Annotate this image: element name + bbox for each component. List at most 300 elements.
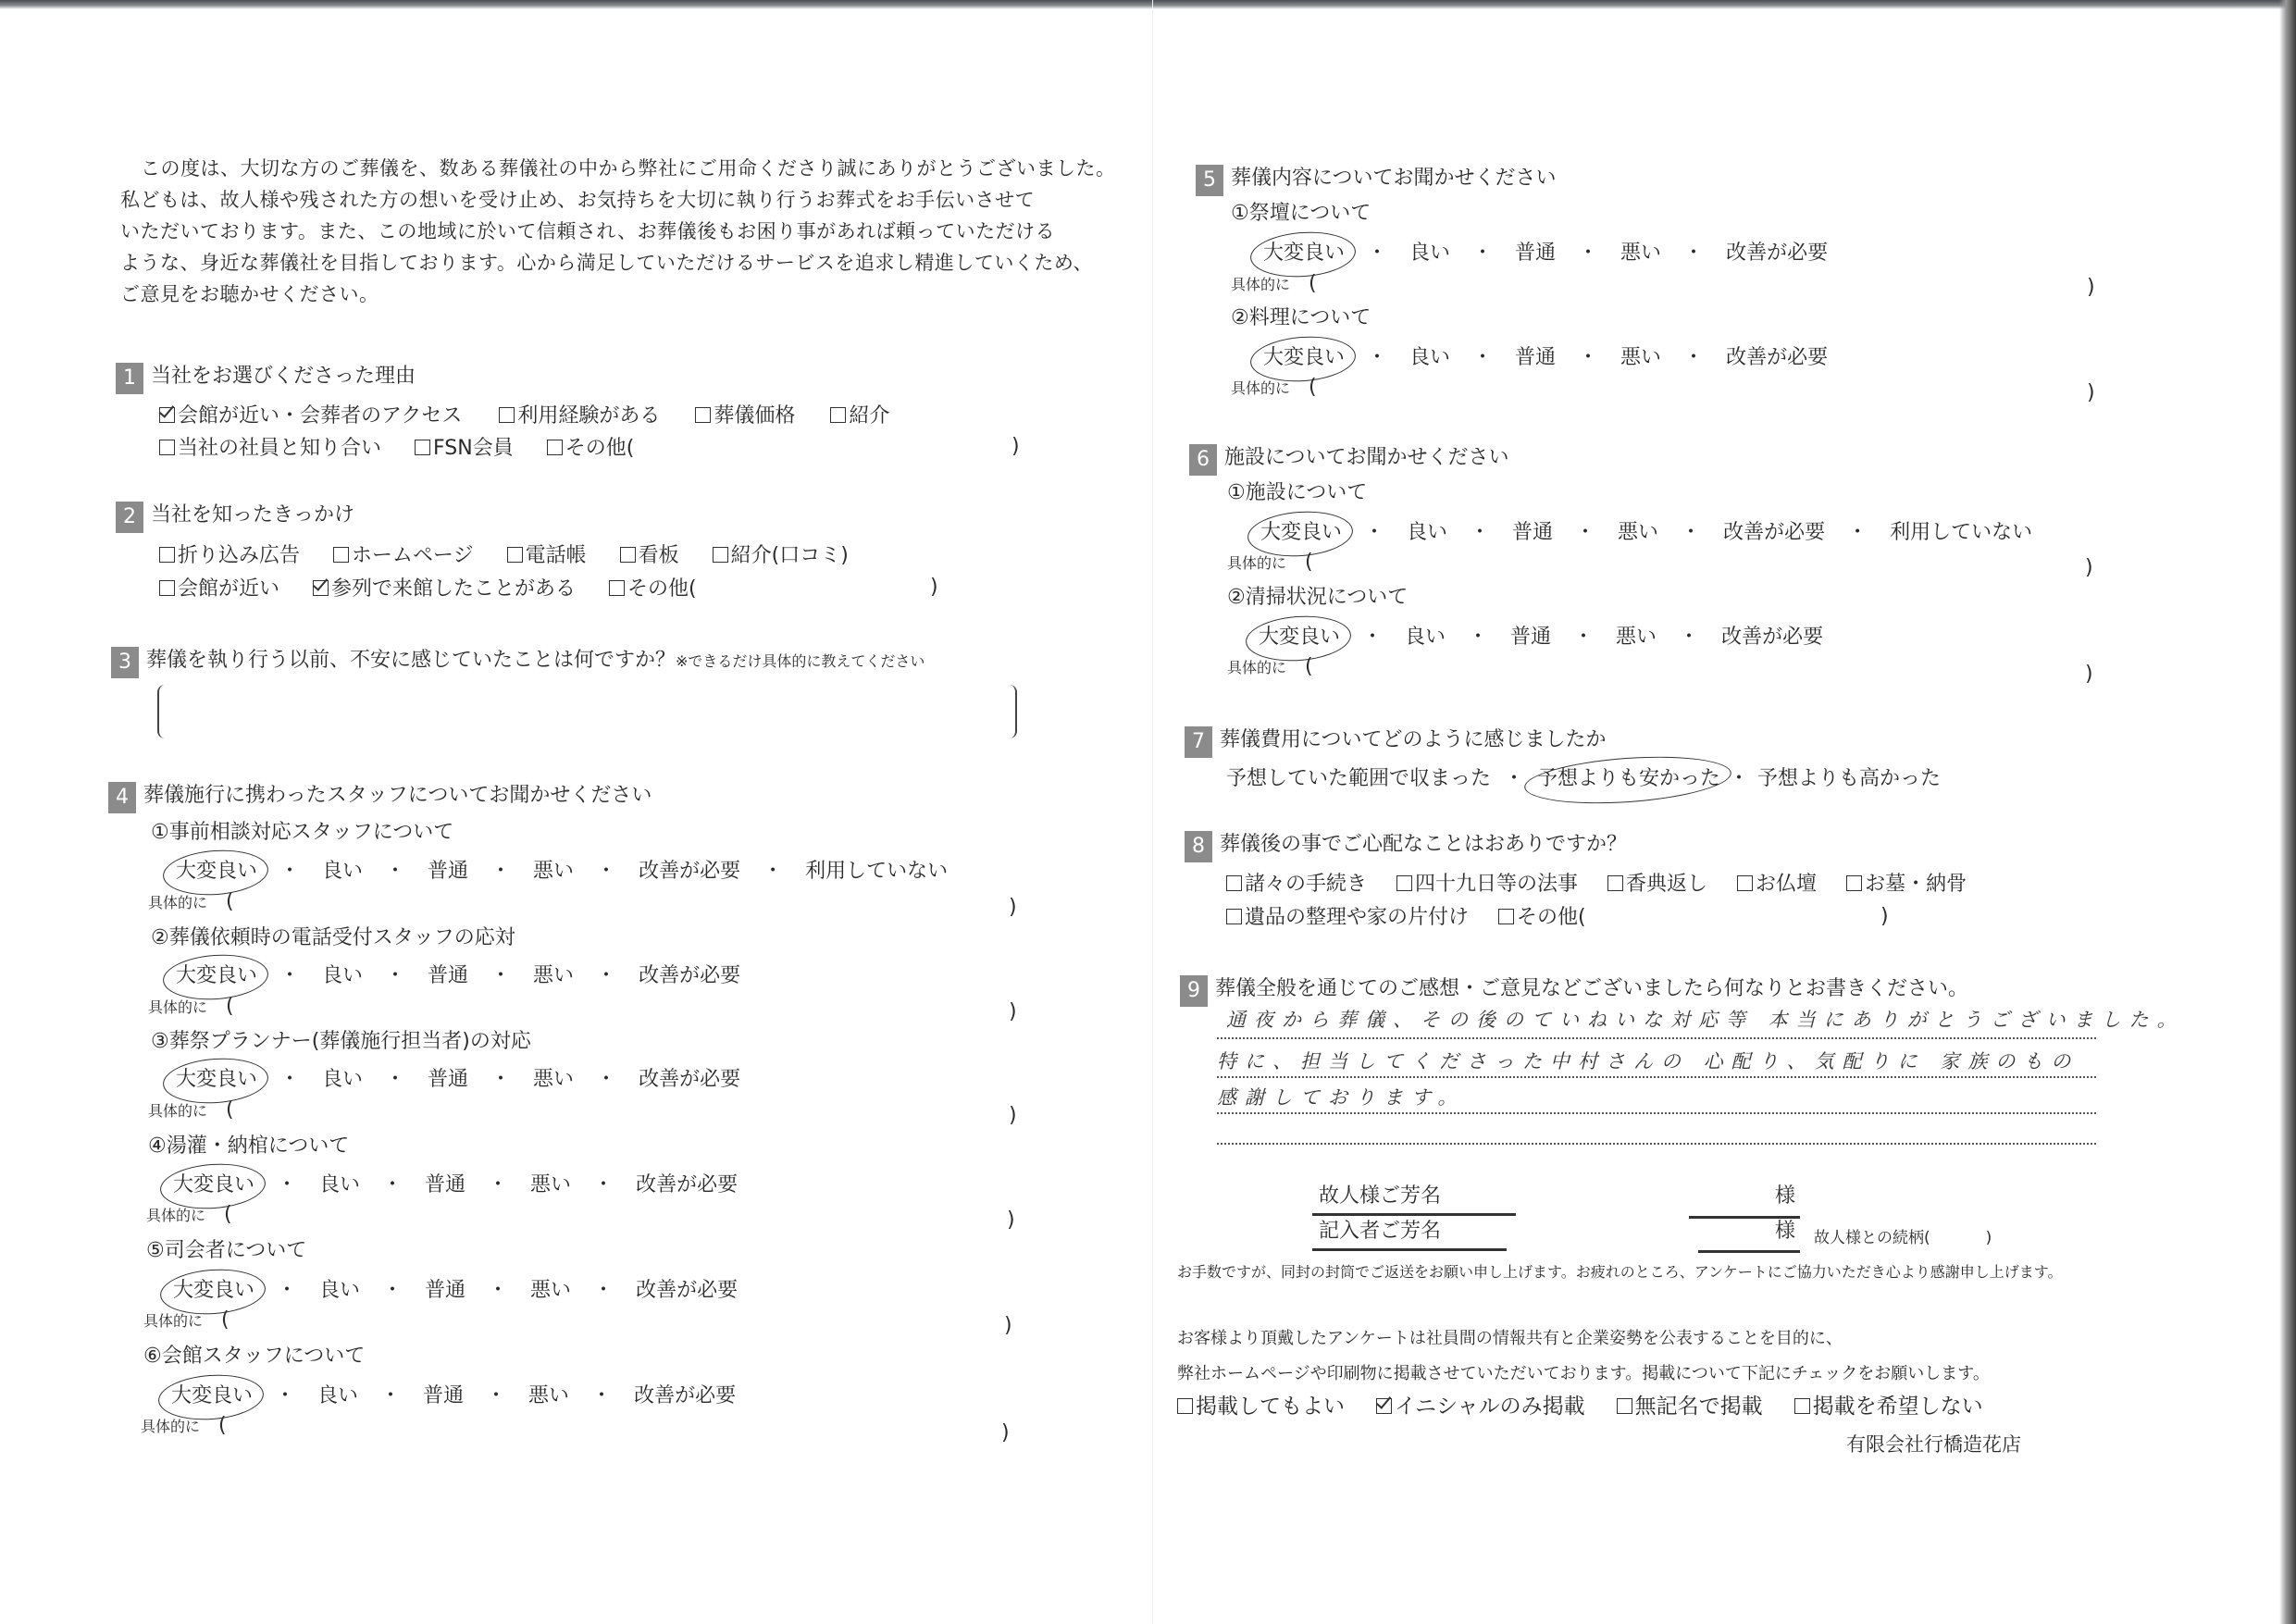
separator: ・	[279, 860, 301, 883]
option-label: 紹介	[849, 404, 890, 428]
rating-needs-improvement[interactable]: 改善が必要	[636, 1279, 738, 1302]
q4-item-label: ⑥会館スタッフについて	[143, 1345, 366, 1368]
checkbox-checked-icon[interactable]	[159, 407, 175, 423]
separator: ・	[277, 1279, 298, 1302]
q1-options-row1	[159, 401, 889, 432]
checkbox-icon[interactable]	[1846, 875, 1862, 891]
separator: ・	[486, 1384, 507, 1407]
q6-title: 施設についてお聞かせください	[1224, 446, 1509, 469]
q4-item-detail[interactable]	[148, 890, 234, 913]
rating-bad[interactable]: 悪い	[530, 1173, 572, 1196]
detail-label: 具体的に	[148, 1102, 208, 1120]
checkbox-icon[interactable]	[1498, 909, 1514, 924]
q2-options-row1	[159, 540, 849, 572]
q4-title: 葬儀施行に携わったスタッフについてお聞かせください	[143, 784, 652, 807]
detail-label: 具体的に	[1231, 276, 1291, 293]
q1-option-fsn[interactable]	[415, 433, 514, 465]
publish-ok-option[interactable]	[1177, 1391, 1345, 1422]
checkbox-icon[interactable]	[415, 440, 430, 455]
publish-initials-option[interactable]	[1376, 1391, 1585, 1422]
rating-good[interactable]: 良い	[1407, 521, 1448, 544]
separator: ・	[490, 1068, 512, 1091]
rating-very-good-selected[interactable]: 大変良い	[1259, 622, 1340, 653]
separator: ・	[279, 964, 301, 987]
rating-bad[interactable]: 悪い	[528, 1384, 570, 1407]
detail-label: 具体的に	[1231, 379, 1291, 397]
q4-item-detail[interactable]	[143, 1308, 230, 1332]
detail-open-paren: (	[1309, 376, 1317, 399]
separator: ・	[490, 964, 512, 987]
detail-label: 具体的に	[1227, 659, 1287, 676]
rating-average[interactable]: 普通	[428, 860, 469, 883]
checkbox-checked-icon[interactable]	[1376, 1398, 1392, 1414]
q8-other-close: )	[1880, 905, 1889, 928]
q5-item-detail[interactable]	[1231, 376, 1317, 399]
intro-line: この度は、大切な方のご葬儀を、数ある葬儀社の中から弊社にご用命くださり誠にありがとうございました。	[141, 157, 1116, 180]
rating-needs-improvement[interactable]: 改善が必要	[1721, 626, 1824, 649]
separator: ・	[277, 1173, 298, 1196]
option-label: 無記名で掲載	[1634, 1395, 1763, 1419]
rating-very-good-selected[interactable]: 大変良い	[1260, 517, 1342, 549]
separator: ・	[591, 1384, 613, 1407]
separator: ・	[385, 860, 406, 883]
option-label: その他(	[565, 437, 635, 460]
q6-header	[1189, 442, 1509, 476]
q7-number-badge: 7	[1185, 726, 1212, 758]
rating-needs-improvement[interactable]: 改善が必要	[1726, 346, 1829, 369]
rating-bad[interactable]: 悪い	[1616, 626, 1657, 649]
intro-line: ような、身近な葬儀社を目指しております。心から満足していただけるサービスを追求し精進していくため、	[120, 252, 1093, 274]
separator: ・	[1468, 626, 1489, 649]
q2-options-row2	[159, 574, 697, 605]
detail-open-paren: (	[1305, 655, 1313, 678]
writer-honorific: 様	[1775, 1220, 1796, 1243]
q6-item-rating	[1260, 517, 2032, 549]
q1-header	[116, 361, 416, 394]
rating-very-good-selected[interactable]: 大変良い	[1263, 342, 1345, 374]
q2-option-other[interactable]	[609, 574, 697, 605]
q7-options	[1226, 763, 1941, 795]
q1-option-access[interactable]	[159, 401, 462, 432]
q8-option-belongings[interactable]	[1226, 902, 1469, 934]
q2-option-nearby-hall[interactable]	[159, 574, 279, 605]
q7-title: 葬儀費用についてどのように感じましたか	[1220, 728, 1607, 751]
q5-item-rating	[1263, 342, 1828, 374]
checkbox-icon[interactable]	[159, 440, 175, 455]
q2-option-homepage[interactable]	[333, 540, 474, 572]
q8-option-grave[interactable]	[1846, 869, 1967, 900]
scan-edge-top	[0, 0, 2296, 9]
checkbox-checked-icon[interactable]	[313, 580, 329, 596]
detail-open-paren: (	[226, 890, 234, 913]
q4-item-label: ④湯灌・納棺について	[148, 1134, 350, 1158]
q6-item-detail[interactable]	[1227, 655, 1313, 678]
rating-bad[interactable]: 悪い	[530, 1279, 572, 1302]
checkbox-icon[interactable]	[1737, 875, 1753, 891]
q8-title: 葬儀後の事でご心配なことはおありですか？	[1220, 833, 1628, 856]
q4-item-label: ③葬祭プランナー(葬儀施行担当者)の対応	[151, 1030, 531, 1053]
q4-item-detail[interactable]	[148, 1098, 234, 1122]
q2-option-word-of-mouth[interactable]	[713, 540, 849, 572]
cost-option-cheaper-selected[interactable]: 予想よりも安かった	[1537, 763, 1720, 795]
q2-option-phonebook[interactable]	[507, 540, 587, 572]
answer-dotted-line	[1217, 1112, 2096, 1114]
answer-dotted-line	[1217, 1076, 2096, 1078]
separator: ・	[385, 1068, 406, 1091]
q8-option-procedures[interactable]	[1226, 869, 1367, 900]
q9-title: 葬儀全般を通じてのご感想・ご意見などございましたら何なりとお書きください。	[1215, 977, 1969, 1000]
q8-options-row1	[1226, 869, 1967, 900]
publication-note-line2: 弊社ホームページや印刷物に掲載させていただいております。掲載について下記にチェックをお願いします。	[1177, 1364, 1990, 1383]
q4-item-label: ①事前相談対応スタッフについて	[151, 821, 454, 844]
option-label: 遺品の整理や家の片付け	[1245, 906, 1470, 929]
cost-option-more-expensive[interactable]: 予想よりも高かった	[1757, 767, 1942, 790]
option-label: ホームページ	[352, 544, 474, 567]
q4-item-rating	[171, 1381, 736, 1412]
rating-bad[interactable]: 悪い	[1620, 242, 1662, 265]
option-label: その他(	[1517, 906, 1586, 929]
detail-open-paren: (	[224, 1203, 232, 1226]
relation-label: 故人様との続柄(	[1814, 1229, 1930, 1247]
publish-decline-option[interactable]	[1794, 1391, 1983, 1422]
q1-number-badge: 1	[116, 363, 143, 394]
separator: ・	[593, 1173, 614, 1196]
checkbox-icon[interactable]	[830, 407, 846, 423]
rating-bad[interactable]: 悪い	[533, 964, 575, 987]
deceased-name-label: 故人様ご芳名	[1319, 1184, 1442, 1208]
option-label: 四十九日等の法事	[1415, 873, 1579, 896]
option-label: 葬儀価格	[714, 404, 796, 428]
q6-item-detail[interactable]	[1227, 551, 1313, 574]
separator: ・	[382, 1279, 403, 1302]
detail-open-paren: (	[221, 1308, 230, 1332]
detail-open-paren: (	[1305, 551, 1313, 574]
detail-close-paren: )	[1009, 1000, 1017, 1023]
rating-not-used[interactable]: 利用していない	[805, 860, 949, 883]
separator: ・	[1729, 767, 1750, 790]
detail-close-paren: )	[2087, 276, 2095, 299]
separator: ・	[1367, 242, 1388, 265]
q8-header	[1185, 829, 1627, 862]
detail-label: 具体的に	[1227, 554, 1287, 572]
detail-close-paren: )	[1004, 1314, 1012, 1337]
q1-option-referral[interactable]	[830, 401, 889, 432]
checkbox-icon[interactable]	[507, 547, 523, 563]
detail-open-paren: (	[226, 1098, 234, 1122]
rating-very-good-selected[interactable]: 大変良い	[176, 961, 257, 992]
q2-option-flyer[interactable]	[159, 540, 300, 572]
rating-needs-improvement[interactable]: 改善が必要	[634, 1384, 737, 1407]
separator: ・	[279, 1068, 301, 1091]
q8-option-return-gifts[interactable]	[1607, 869, 1707, 900]
q6-item-label: ①施設について	[1227, 481, 1368, 504]
answer-dotted-line	[1217, 1037, 2096, 1039]
separator: ・	[596, 964, 617, 987]
rating-very-good-selected[interactable]: 大変良い	[176, 856, 257, 887]
rating-good[interactable]: 良い	[319, 1173, 361, 1196]
option-label: イニシャルのみ掲載	[1395, 1395, 1585, 1419]
checkbox-icon[interactable]	[547, 440, 563, 455]
detail-close-paren: )	[1009, 1104, 1017, 1127]
option-label: 掲載してもよい	[1196, 1395, 1345, 1419]
rating-good[interactable]: 良い	[317, 1384, 359, 1407]
publish-anonymous-option[interactable]	[1617, 1391, 1763, 1422]
checkbox-icon[interactable]	[620, 547, 636, 563]
rating-needs-improvement[interactable]: 改善が必要	[639, 1068, 741, 1091]
separator: ・	[1367, 346, 1388, 369]
q4-header	[108, 780, 652, 813]
q9-handwritten-line: 通夜から葬儀、その後のていねいな対応等 本当にありがとうございました。	[1226, 1009, 2185, 1031]
writer-name-line[interactable]	[1312, 1248, 1507, 1251]
separator: ・	[382, 1173, 403, 1196]
rating-needs-improvement[interactable]: 改善が必要	[636, 1173, 738, 1196]
q6-number-badge: 6	[1189, 444, 1217, 476]
rating-not-used[interactable]: 利用していない	[1890, 521, 2033, 544]
q4-item-rating	[176, 961, 740, 992]
rating-bad[interactable]: 悪い	[1618, 521, 1659, 544]
q3-header	[111, 645, 925, 678]
option-label: 当社の社員と知り合い	[178, 437, 382, 460]
rating-good[interactable]: 良い	[1405, 626, 1446, 649]
separator: ・	[1578, 346, 1599, 369]
rating-very-good-selected[interactable]: 大変良い	[176, 1064, 257, 1096]
separator: ・	[1681, 521, 1702, 544]
publication-note-line1: お客様より頂戴したアンケートは社員間の情報共有と企業姿勢を公表することを目的に、	[1177, 1329, 1843, 1348]
detail-close-paren: )	[1009, 896, 1017, 919]
rating-bad[interactable]: 悪い	[1620, 346, 1662, 369]
separator: ・	[380, 1384, 402, 1407]
rating-average[interactable]: 普通	[1515, 346, 1557, 369]
checkbox-icon[interactable]	[159, 580, 175, 596]
intro-line: ご意見をお聴かせください。	[120, 283, 379, 305]
separator: ・	[275, 1384, 296, 1407]
separator: ・	[596, 1068, 617, 1091]
rating-needs-improvement[interactable]: 改善が必要	[639, 860, 741, 883]
rating-average[interactable]: 普通	[1512, 521, 1554, 544]
q2-number-badge: 2	[116, 502, 143, 533]
option-label: 利用経験がある	[517, 404, 661, 428]
q2-option-signboard[interactable]	[620, 540, 679, 572]
q9-header	[1180, 973, 1968, 1007]
detail-close-paren: )	[1001, 1421, 1010, 1444]
q8-option-other[interactable]	[1498, 902, 1586, 934]
separator: ・	[1578, 242, 1599, 265]
q9-handwritten-line: 特に、担当してくださった中村さんの 心配り、気配りに 家族のもの	[1217, 1050, 2079, 1072]
relation-field[interactable]	[1814, 1224, 1992, 1247]
q4-item-rating	[176, 856, 948, 887]
intro-line: いただいております。また、この地域に於いて信頼され、お葬儀後もお困り事があれば頼っていただける	[120, 220, 1056, 242]
option-label: 会館が近い	[178, 577, 280, 601]
q7-header	[1185, 725, 1607, 758]
detail-label: 具体的に	[148, 998, 208, 1016]
return-note: お手数ですが、同封の封筒でご返送をお願い申し上げます。お疲れのところ、アンケートにご協力いただき心より感謝申し上げます。	[1177, 1263, 2063, 1281]
option-label: 諸々の手続き	[1245, 873, 1368, 896]
rating-bad[interactable]: 悪い	[533, 1068, 575, 1091]
rating-very-good-selected[interactable]: 大変良い	[171, 1381, 253, 1412]
separator: ・	[1575, 521, 1596, 544]
checkbox-icon[interactable]	[1607, 875, 1623, 891]
detail-label: 具体的に	[141, 1418, 201, 1435]
checkbox-icon[interactable]	[1617, 1398, 1632, 1414]
rating-average[interactable]: 普通	[428, 964, 469, 987]
company-name: 有限会社行橋造花店	[1846, 1433, 2021, 1456]
option-label: 看板	[638, 544, 679, 567]
q2-other-close: )	[930, 576, 938, 599]
rating-very-good-selected[interactable]: 大変良い	[173, 1275, 254, 1307]
rating-good[interactable]: 良い	[322, 860, 364, 883]
rating-good[interactable]: 良い	[322, 964, 364, 987]
separator: ・	[490, 860, 512, 883]
rating-average[interactable]: 普通	[1515, 242, 1557, 265]
option-label: FSN会員	[433, 437, 514, 460]
option-label: 会館が近い・会葬者のアクセス	[178, 404, 463, 428]
separator: ・	[596, 860, 617, 883]
q8-number-badge: 8	[1185, 831, 1212, 862]
option-label: 電話帳	[525, 544, 587, 567]
q6-item-label: ②清掃状況について	[1227, 586, 1409, 609]
rating-needs-improvement[interactable]: 改善が必要	[639, 964, 741, 987]
cost-option-as-expected[interactable]: 予想していた範囲で収まった	[1226, 767, 1492, 790]
checkbox-icon[interactable]	[1177, 1398, 1193, 1414]
checkbox-icon[interactable]	[1396, 875, 1412, 891]
writer-name-field[interactable]	[1698, 1250, 1800, 1253]
detail-label: 具体的に	[146, 1207, 206, 1224]
checkbox-icon[interactable]	[1794, 1398, 1810, 1414]
q5-item-rating	[1263, 238, 1828, 269]
q2-header	[116, 500, 354, 533]
checkbox-icon[interactable]	[159, 547, 175, 563]
q4-item-detail[interactable]	[146, 1203, 232, 1226]
q5-item-label: ①祭壇について	[1231, 202, 1371, 225]
detail-open-paren: (	[218, 1414, 227, 1437]
rating-good[interactable]: 良い	[1409, 242, 1451, 265]
separator: ・	[1470, 521, 1491, 544]
separator: ・	[385, 964, 406, 987]
checkbox-icon[interactable]	[499, 407, 515, 423]
rating-average[interactable]: 普通	[428, 1068, 469, 1091]
q2-option-attended[interactable]	[313, 574, 576, 605]
q8-option-memorial[interactable]	[1396, 869, 1578, 900]
q4-item-label: ⑤司会者について	[146, 1239, 307, 1262]
option-label: お墓・納骨	[1865, 873, 1967, 896]
q1-option-price[interactable]	[695, 401, 795, 432]
q2-title: 当社を知ったきっかけ	[151, 503, 355, 527]
separator: ・	[593, 1279, 614, 1302]
rating-average[interactable]: 普通	[1510, 626, 1552, 649]
q3-title: 葬儀を執り行う以前、不安に感じていたことは何ですか？	[146, 649, 676, 672]
q4-item-label: ②葬儀依頼時の電話受付スタッフの応対	[151, 926, 515, 949]
option-label: 紹介(口コミ)	[730, 544, 849, 567]
scan-edge-right	[2279, 0, 2296, 1624]
q4-item-rating	[176, 1064, 740, 1096]
q1-option-acquaintance[interactable]	[159, 433, 381, 465]
separator: ・	[1679, 626, 1700, 649]
q6-item-rating	[1259, 622, 1823, 653]
rating-very-good-selected[interactable]: 大変良い	[173, 1170, 254, 1201]
q8-option-altar[interactable]	[1737, 869, 1817, 900]
separator: ・	[1364, 521, 1385, 544]
rating-very-good-selected[interactable]: 大変良い	[1263, 238, 1345, 269]
separator: ・	[1362, 626, 1384, 649]
option-label: 掲載を希望しない	[1812, 1395, 1983, 1419]
q5-item-label: ②料理について	[1231, 306, 1371, 329]
publication-options	[1177, 1391, 1983, 1422]
rating-needs-improvement[interactable]: 改善が必要	[1723, 521, 1826, 544]
option-label: 参列で来館したことがある	[331, 577, 577, 601]
q4-item-rating	[173, 1170, 738, 1201]
page-fold	[1152, 0, 1153, 1624]
option-label: その他(	[627, 577, 697, 601]
separator: ・	[1573, 626, 1595, 649]
q5-item-detail[interactable]	[1231, 272, 1317, 295]
rating-average[interactable]: 普通	[423, 1384, 465, 1407]
detail-label: 具体的に	[143, 1312, 204, 1330]
q1-other-close: )	[1011, 435, 1020, 458]
detail-open-paren: (	[1309, 272, 1317, 295]
q4-number-badge: 4	[108, 782, 136, 813]
q1-title: 当社をお選びくださった理由	[151, 365, 416, 388]
q1-option-experience[interactable]	[499, 401, 660, 432]
rating-good[interactable]: 良い	[319, 1279, 361, 1302]
checkbox-icon[interactable]	[713, 547, 728, 563]
checkbox-icon[interactable]	[609, 580, 625, 596]
q5-title: 葬儀内容についてお聞かせください	[1231, 167, 1557, 190]
separator: ・	[1472, 242, 1494, 265]
separator: ・	[1847, 521, 1868, 544]
answer-dotted-line	[1217, 1143, 2096, 1145]
detail-label: 具体的に	[148, 894, 208, 911]
detail-open-paren: (	[226, 995, 234, 1018]
separator: ・	[1472, 346, 1494, 369]
separator: ・	[1504, 767, 1525, 790]
checkbox-icon[interactable]	[1226, 909, 1242, 924]
q3-number-badge: 3	[111, 647, 139, 678]
deceased-honorific: 様	[1775, 1184, 1796, 1208]
writer-name-label: 記入者ご芳名	[1319, 1220, 1442, 1243]
q3-answer-field[interactable]	[157, 685, 1017, 738]
checkbox-icon[interactable]	[333, 547, 349, 563]
detail-close-paren: )	[2085, 556, 2093, 579]
intro-text	[120, 153, 1116, 310]
q4-item-detail[interactable]	[141, 1414, 227, 1437]
separator: ・	[1683, 242, 1705, 265]
rating-good[interactable]: 良い	[322, 1068, 364, 1091]
q1-option-other[interactable]	[547, 433, 635, 465]
q9-handwritten-line: 感謝しております。	[1217, 1086, 1466, 1109]
q3-note: ※できるだけ具体的に教えてください	[676, 652, 925, 670]
option-label: 香典返し	[1626, 873, 1708, 896]
checkbox-icon[interactable]	[695, 407, 711, 423]
rating-average[interactable]: 普通	[425, 1173, 466, 1196]
separator: ・	[763, 860, 784, 883]
q5-header	[1196, 163, 1557, 196]
q5-number-badge: 5	[1196, 165, 1223, 196]
relation-close: )	[1985, 1229, 1992, 1247]
separator: ・	[488, 1279, 509, 1302]
rating-average[interactable]: 普通	[425, 1279, 466, 1302]
rating-bad[interactable]: 悪い	[533, 860, 575, 883]
option-label: お仏壇	[1756, 873, 1818, 896]
rating-good[interactable]: 良い	[1409, 346, 1451, 369]
q9-number-badge: 9	[1180, 975, 1208, 1007]
separator: ・	[488, 1173, 509, 1196]
separator: ・	[1683, 346, 1705, 369]
detail-close-paren: )	[2085, 663, 2093, 686]
q4-item-detail[interactable]	[148, 995, 234, 1018]
rating-needs-improvement[interactable]: 改善が必要	[1726, 242, 1829, 265]
option-label: 折り込み広告	[178, 544, 301, 567]
checkbox-icon[interactable]	[1226, 875, 1242, 891]
